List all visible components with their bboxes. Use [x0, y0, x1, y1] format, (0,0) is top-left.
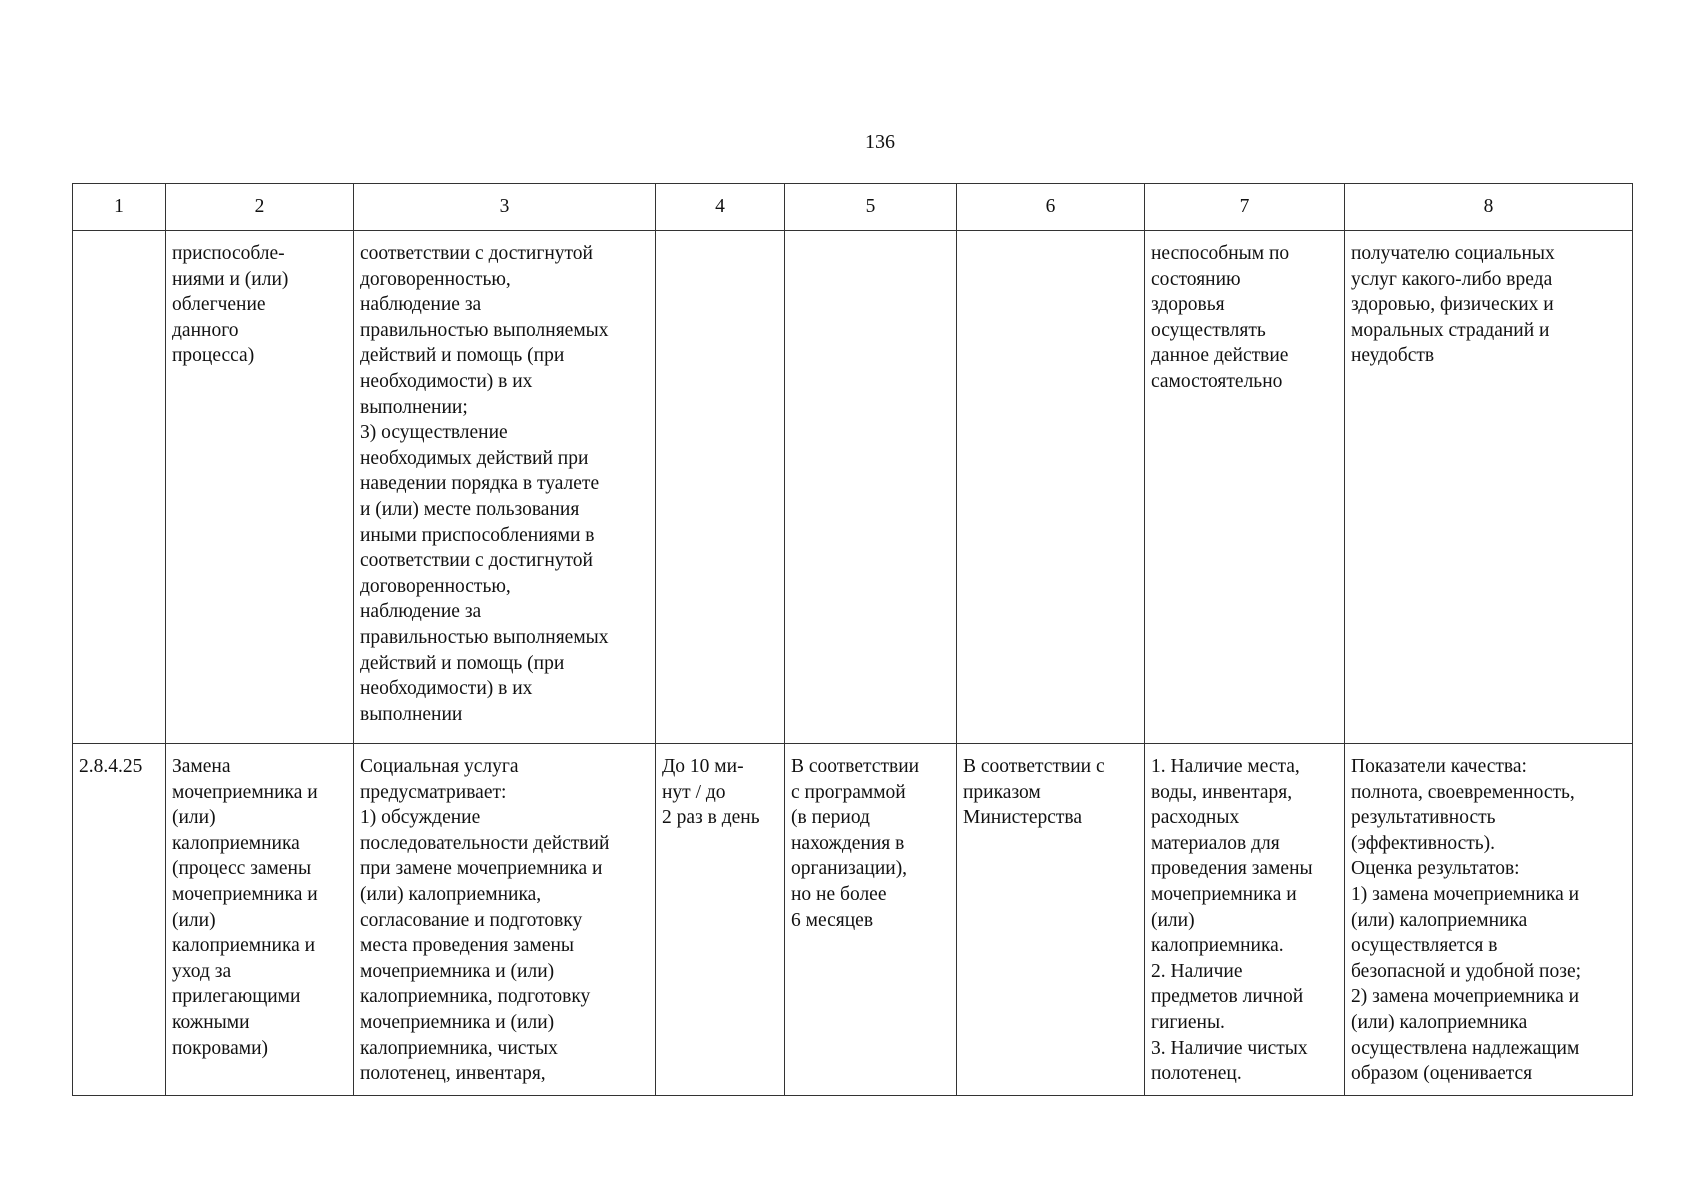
column-header-6: 6 — [957, 184, 1145, 231]
column-header-4: 4 — [656, 184, 785, 231]
column-header-5: 5 — [785, 184, 957, 231]
table-header-row — [73, 184, 1633, 231]
cell-duration — [656, 231, 785, 744]
column-header-3: 3 — [354, 184, 656, 231]
cell-period — [785, 231, 957, 744]
cell-number: 2.8.4.25 — [73, 744, 166, 1096]
column-header-8: 8 — [1345, 184, 1633, 231]
cell-period: В соответствии с программой (в период нахождения в организации), но не более 6 месяцев — [785, 744, 957, 1096]
column-header-7: 7 — [1145, 184, 1345, 231]
cell-number — [73, 231, 166, 744]
cell-duration: До 10 ми- нут / до 2 раз в день — [656, 744, 785, 1096]
page-number: 136 — [865, 131, 895, 153]
cell-service-description: Социальная услуга предусматривает: 1) обсуждение последовательности действий при замене мочеприемника и (или) калоприемника, согласование и подготовку места проведения замены мочеприемника и (или) калоприемника, подготовку мочеприемника и (или) калоприемника, чистых полотенец, инвентаря, — [354, 744, 656, 1096]
column-header-2: 2 — [166, 184, 354, 231]
column-header-1: 1 — [73, 184, 166, 231]
table-row — [73, 231, 1633, 744]
services-table — [72, 183, 1633, 1096]
cell-service-name: Замена мочеприемника и (или) калоприемника (процесс замены мочеприемника и (или) калоприемника и уход за прилегающими кожными покровами) — [166, 744, 354, 1096]
cell-conditions: 1. Наличие места, воды, инвентаря, расходных материалов для проведения замены мочеприемника и (или) калоприемника. 2. Наличие предметов личной гигиены. 3. Наличие чистых полотенец. — [1145, 744, 1345, 1096]
cell-service-description: соответствии с достигнутой договоренностью, наблюдение за правильностью выполняемых действий и помощь (при необходимости) в их выполнении; 3) осуществление необходимых действий при наведении порядка в туалете и (или) месте пользования иными приспособлениями в соответствии с достигнутой договоренностью, наблюдение за правильностью выполняемых действий и помощь (при необходимости) в их выполнении — [354, 231, 656, 744]
cell-service-name: приспособле- ниями и (или) облегчение данного процесса) — [166, 231, 354, 744]
cell-conditions: неспособным по состоянию здоровья осуществлять данное действие самостоятельно — [1145, 231, 1345, 744]
cell-tariff: В соответствии с приказом Министерства — [957, 744, 1145, 1096]
cell-quality-indicators: получателю социальных услуг какого-либо вреда здоровью, физических и моральных страданий и неудобств — [1345, 231, 1633, 744]
cell-tariff — [957, 231, 1145, 744]
cell-quality-indicators: Показатели качества: полнота, своевременность, результативность (эффективность). Оценка результатов: 1) замена мочеприемника и (или) калоприемника осуществляется в безопасной и удобной позе; 2) замена мочеприемника и (или) калоприемника осуществлена надлежащим образом (оценивается — [1345, 744, 1633, 1096]
table-row — [73, 744, 1633, 1096]
